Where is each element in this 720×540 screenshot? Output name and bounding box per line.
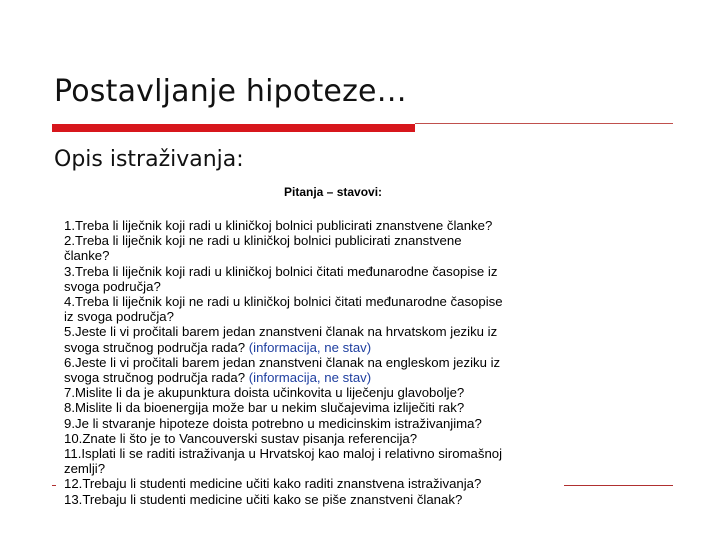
slide-title: Postavljanje hipoteze…	[54, 74, 407, 109]
question-text: 13.Trebaju li studenti medicine učiti kako se piše znanstveni članak?	[64, 491, 463, 507]
question-text: 10.Znate li što je to Vancouverski sustav pisanja referencija?	[64, 430, 418, 446]
question-text: 11.Isplati li se raditi istraživanja u Hrvatskoj kao maloj i relativno siromašnoj	[64, 446, 503, 462]
question-text: 2.Treba li liječnik koji ne radi u kliničkoj bolnici publicirati znanstvene	[64, 233, 462, 249]
question-text: članke?	[64, 248, 110, 264]
question-line	[64, 279, 564, 294]
question-text: svoga područja?	[64, 278, 161, 294]
question-list	[64, 218, 564, 507]
question-line	[64, 400, 564, 415]
title-accent-bar	[52, 124, 415, 132]
question-text: zemlji?	[64, 461, 106, 477]
question-line	[64, 370, 564, 385]
question-line	[64, 264, 564, 279]
question-line	[64, 340, 564, 355]
question-note: (informacija, ne stav)	[248, 370, 372, 386]
question-text: 1.Treba li liječnik koji radi u kliničkoj bolnici publicirati znanstvene članke?	[64, 218, 493, 233]
question-text: 8.Mislite li da bioenergija može bar u nekim slučajevima izliječiti rak?	[64, 400, 465, 416]
question-line	[64, 324, 564, 339]
question-line	[64, 385, 564, 400]
question-text: iz svoga područja?	[64, 309, 174, 325]
question-line	[64, 492, 564, 507]
panel-heading: Pitanja – stavovi:	[284, 185, 383, 199]
question-text: 9.Je li stvaranje hipoteze doista potrebno u medicinskim istraživanjima?	[64, 415, 482, 431]
question-line	[64, 218, 564, 233]
question-text: svoga stručnog područja rada?	[64, 339, 249, 355]
question-line	[64, 233, 564, 248]
question-image-panel	[56, 181, 564, 536]
slide-subtitle: Opis istraživanja:	[54, 147, 244, 172]
question-text: svoga stručnog područja rada?	[64, 370, 249, 386]
title-rule-line	[415, 123, 673, 124]
question-text: 6.Jeste li vi pročitali barem jedan znanstveni članak na engleskom jeziku iz	[64, 354, 501, 370]
question-text: 5.Jeste li vi pročitali barem jedan znanstveni članak na hrvatskom jeziku iz	[64, 324, 498, 340]
question-line	[64, 309, 564, 324]
question-line	[64, 461, 564, 476]
question-note: (informacija, ne stav)	[248, 339, 372, 355]
question-text: 3.Treba li liječnik koji radi u kliničkoj bolnici čitati međunarodne časopise iz	[64, 263, 498, 279]
question-line	[64, 416, 564, 431]
question-line	[64, 355, 564, 370]
question-text: 12.Trebaju li studenti medicine učiti kako raditi znanstvena istraživanja?	[64, 476, 482, 492]
question-text: 4.Treba li liječnik koji ne radi u kliničkoj bolnici čitati međunarodne časopise	[64, 294, 503, 310]
question-line	[64, 248, 564, 263]
question-text: 7.Mislite li da je akupunktura doista učinkovita u liječenju glavobolje?	[64, 385, 465, 401]
question-line	[64, 446, 564, 461]
question-line	[64, 294, 564, 309]
question-line	[64, 431, 564, 446]
question-line	[64, 476, 564, 491]
